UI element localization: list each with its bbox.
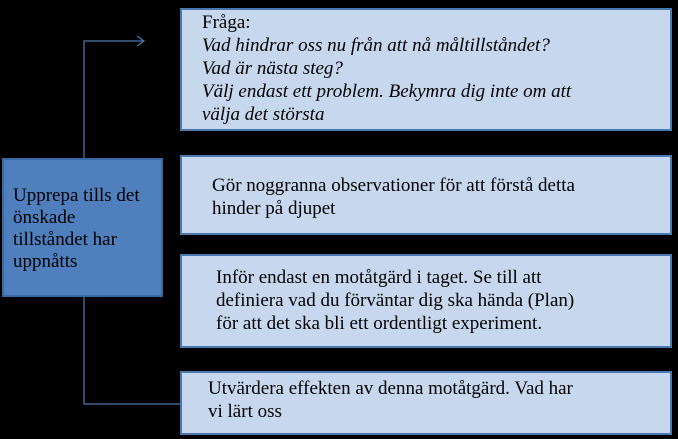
observe-line-2: hinder på djupet <box>212 198 336 219</box>
repeat-line-4: uppnåtts <box>13 251 78 272</box>
repeat-line-2: önskade <box>13 207 76 228</box>
countermeasure-line-1: Inför endast en motåtgärd i taget. Se till att <box>216 267 542 288</box>
question-line-2: Vad är nästa steg? <box>202 58 343 79</box>
question-box <box>180 8 672 131</box>
countermeasure-box <box>180 254 672 348</box>
countermeasure-line-3: för att det ska bli ett ordentligt experiment. <box>216 313 543 334</box>
countermeasure-line-2: definiera vad du förväntar dig ska hända (Plan) <box>216 290 575 311</box>
question-line-3: Välj endast ett problem. Bekymra dig inte om att <box>202 81 572 102</box>
repeat-line-3: tillståndet har <box>13 229 117 250</box>
question-line-1: Vad hindrar oss nu från att nå måltillståndet? <box>202 35 550 56</box>
observe-box <box>180 155 672 235</box>
observe-line-1: Gör noggranna observationer för att förstå detta <box>212 175 575 196</box>
repeat-line-1: Upprepa tills det <box>13 185 140 206</box>
evaluate-line-1: Utvärdera effekten av denna motåtgärd. Vad har <box>208 378 573 399</box>
connector-top-line <box>84 41 143 158</box>
evaluate-line-2: vi lärt oss <box>208 401 282 422</box>
question-line-4: välja det största <box>202 104 325 125</box>
question-heading: Fråga: <box>202 12 251 33</box>
repeat-loop-box <box>2 158 163 297</box>
connector-bottom-line <box>84 297 180 404</box>
evaluate-box <box>180 371 672 435</box>
